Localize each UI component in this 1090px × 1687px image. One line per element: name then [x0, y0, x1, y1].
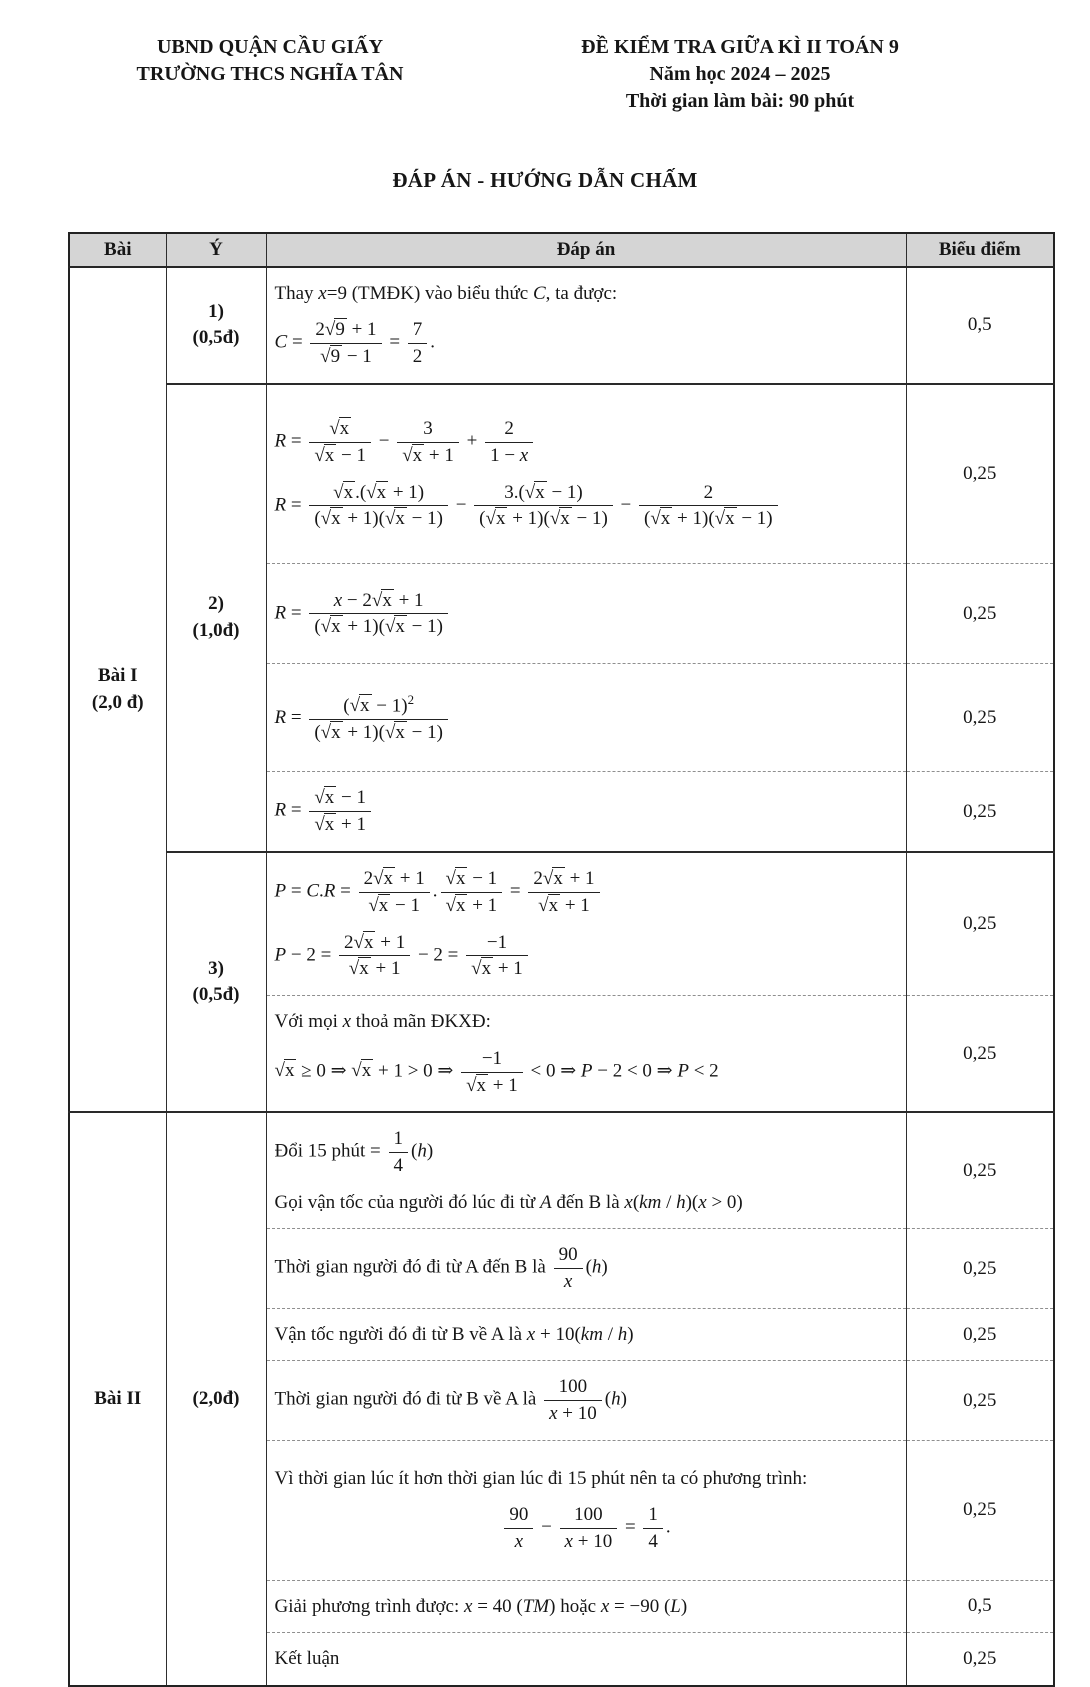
answer-cell	[266, 384, 906, 564]
fraction: $\frac{3.(√x - 1)}{(√x + 1)(√x - 1)}$	[474, 480, 613, 533]
math-line: R = $\frac{√x}{√x - 1}$ − $\frac{3}{√x + 1}$ + $\frac{2}{1 - x}$	[275, 414, 898, 471]
fraction: $\frac{2√x + 1}{√x + 1}$	[339, 930, 410, 983]
fraction: $\frac{2√x + 1}{√x + 1}$	[528, 866, 599, 919]
answer-cell	[266, 1580, 906, 1632]
fraction: $\frac{-1}{√x + 1}$	[466, 930, 528, 983]
math-line: Giải phương trình được: x = 40 (TM) hoặc x = −90 (L)	[274, 1595, 688, 1617]
bai2-cell	[69, 1112, 166, 1685]
math-line: P = C.R = $\frac{2√x + 1}{√x - 1}$ . $\frac{√x - 1}{√x + 1}$ = $\frac{2√x + 1}{√x + 1}$	[275, 864, 898, 921]
square-root: √x	[524, 481, 545, 503]
bai2-name: Bài II	[94, 1387, 142, 1409]
score-cell: 0,25	[906, 1229, 1054, 1309]
fraction: $\frac{1}{4}$	[643, 1502, 663, 1555]
square-root: √x	[274, 1060, 295, 1082]
score-cell: 0,25	[906, 1633, 1054, 1686]
fraction: $\frac{2√9 + 1}{√9 - 1}$	[310, 317, 381, 370]
answer-cell	[266, 996, 906, 1112]
exam-duration-line: Thời gian làm bài: 90 phút	[625, 90, 855, 112]
answer-cell	[266, 564, 906, 664]
square-root: √x	[445, 894, 466, 916]
square-root: √x	[466, 1074, 487, 1096]
math-line: Thay x=9 (TMĐK) vào biểu thức C, ta được:	[274, 283, 618, 304]
answer-cell	[266, 852, 906, 996]
answer-table	[68, 232, 1055, 1687]
score-cell: 0,25	[906, 664, 1054, 772]
square-root: √x	[650, 508, 671, 530]
square-root: √x	[348, 958, 369, 980]
answer-cell	[266, 1361, 906, 1441]
math-line: Thời gian người đó đi từ B về A là $\frac{100}{x + 10}$ (h)	[275, 1372, 898, 1429]
math-line: R = $\frac{x - 2√x + 1}{(√x + 1)(√x - 1)}$	[275, 586, 898, 643]
bai1-name: Bài I	[97, 665, 138, 687]
answer-cell	[266, 772, 906, 852]
score-cell: 0,25	[906, 772, 1054, 852]
math-line: C = $\frac{2√9 + 1}{√9 - 1}$ = $\frac{7}{2}$ .	[275, 315, 898, 372]
math-line: Đổi 15 phút = $\frac{1}{4}$ (h)	[275, 1124, 898, 1181]
y1-cell	[166, 267, 266, 384]
square-root: √x	[471, 958, 492, 980]
square-root: √x	[371, 589, 392, 611]
math-line: √x ≥ 0 ⇒ √x + 1 > 0 ⇒ $\frac{-1}{√x + 1}$ < 0 ⇒ P − 2 < 0 ⇒ P < 2	[275, 1044, 898, 1101]
school-header-block	[70, 34, 470, 88]
math-line: $\frac{90}{x}$ − $\frac{100}{x + 10}$ = $\frac{1}{4}$ .	[275, 1500, 898, 1557]
y2-num: 2)	[208, 593, 224, 615]
y2-points: (1,0đ)	[192, 619, 240, 641]
answer-cell	[266, 1440, 906, 1580]
square-root: √x	[384, 508, 405, 530]
score-cell: 0,25	[906, 1112, 1054, 1228]
square-root: √x	[314, 787, 335, 809]
square-root: √x	[549, 508, 570, 530]
square-root: √x	[351, 1060, 372, 1082]
square-root: √x	[538, 894, 559, 916]
score-cell: 0,25	[906, 1361, 1054, 1441]
y-bai2-cell	[166, 1112, 266, 1685]
fraction: $\frac{3}{√x + 1}$	[397, 416, 459, 469]
answer-cell	[266, 267, 906, 384]
square-root: √x	[314, 444, 335, 466]
score-cell: 0,5	[906, 1580, 1054, 1632]
col-header-diem: Biểu điểm	[906, 233, 1054, 267]
square-root: √x	[349, 694, 370, 716]
y1-points: (0,5đ)	[192, 327, 240, 349]
square-root: √x	[333, 481, 354, 503]
fraction: $\frac{x - 2√x + 1}{(√x + 1)(√x - 1)}$	[309, 588, 448, 641]
answer-cell	[266, 664, 906, 772]
y3-cell	[166, 852, 266, 1112]
score-cell: 0,25	[906, 1440, 1054, 1580]
math-line: R = $\frac{(√x - 1)^2}{(√x + 1)(√x - 1)}$	[275, 689, 898, 748]
score-cell: 0,25	[906, 1308, 1054, 1360]
square-root: √x	[542, 868, 563, 890]
y1-num: 1)	[208, 300, 224, 322]
table-row	[69, 384, 1054, 564]
exam-year-line: Năm học 2024 – 2025	[649, 63, 831, 85]
math-line: Kết luận	[274, 1648, 340, 1670]
answer-cell	[266, 1308, 906, 1360]
square-root: √x	[353, 931, 374, 953]
exam-title-line: ĐỀ KIỂM TRA GIỮA KÌ II TOÁN 9	[581, 36, 899, 58]
math-line: Vì thời gian lúc ít hơn thời gian lúc đi 15 phút nên ta có phương trình:	[274, 1467, 808, 1489]
table-row	[69, 852, 1054, 996]
fraction: $\frac{1}{4}$	[389, 1126, 409, 1179]
table-row	[69, 267, 1054, 384]
score-cell: 0,25	[906, 564, 1054, 664]
score-cell: 0,5	[906, 267, 1054, 384]
fraction: $\frac{√x - 1}{√x + 1}$	[441, 866, 503, 919]
col-header-dapan: Đáp án	[266, 233, 906, 267]
fraction: $\frac{2}{(√x + 1)(√x - 1)}$	[639, 480, 778, 533]
square-root: √x	[368, 894, 389, 916]
math-line: R = $\frac{√x - 1}{√x + 1}$	[275, 783, 898, 840]
fraction: $\frac{100}{x + 10}$	[560, 1502, 618, 1555]
org-name-line2: TRƯỜNG THCS NGHĨA TÂN	[136, 63, 404, 85]
bai1-cell	[69, 267, 166, 1112]
square-root: √x	[320, 616, 341, 638]
square-root: √x	[714, 508, 735, 530]
fraction: $\frac{100}{x + 10}$	[544, 1374, 602, 1427]
col-header-bai: Bài	[69, 233, 166, 267]
math-line: Vận tốc người đó đi từ B về A là x + 10(km / h)	[274, 1323, 634, 1345]
fraction: $\frac{√x - 1}{√x + 1}$	[309, 785, 371, 838]
math-line: Thời gian người đó đi từ A đến B là $\frac{90}{x}$ (h)	[275, 1240, 898, 1297]
square-root: √x	[366, 481, 387, 503]
square-root: √x	[384, 616, 405, 638]
fraction: $\frac{√x}{√x - 1}$	[309, 416, 371, 469]
org-name-line1: UBND QUẬN CẦU GIẤY	[156, 36, 384, 58]
score-cell: 0,25	[906, 384, 1054, 564]
fraction: $\frac{-1}{√x + 1}$	[461, 1046, 523, 1099]
fraction: $\frac{√x .(√x + 1)}{(√x + 1)(√x - 1)}$	[309, 480, 448, 533]
table-header-row	[69, 233, 1054, 267]
square-root: √x	[384, 721, 405, 743]
square-root: √x	[320, 721, 341, 743]
math-line: Gọi vận tốc của người đó lúc đi từ A đến B là x(km / h)(x > 0)	[274, 1191, 743, 1213]
square-root: √x	[402, 444, 423, 466]
y2-cell	[166, 384, 266, 852]
y3-points: (0,5đ)	[192, 984, 240, 1006]
math-line: R = $\frac{√x .(√x + 1)}{(√x + 1)(√x - 1)}$ − $\frac{3.(√x - 1)}{(√x + 1)(√x - 1)}$ − $\frac{2}{(√x + 1)(√x - 1)}$	[275, 478, 898, 535]
square-root: √x	[485, 508, 506, 530]
square-root: √x	[373, 868, 394, 890]
square-root: √x	[320, 508, 341, 530]
math-line: Với mọi x thoả mãn ĐKXĐ:	[274, 1011, 491, 1033]
answer-cell	[266, 1633, 906, 1686]
bai2-points: (2,0đ)	[192, 1387, 240, 1409]
col-header-y: Ý	[166, 233, 266, 267]
square-root: √x	[329, 418, 350, 440]
square-root: √9	[324, 319, 345, 341]
score-cell: 0,25	[906, 852, 1054, 996]
fraction: $\frac{2√x + 1}{√x - 1}$	[359, 866, 430, 919]
fraction: $\frac{(√x - 1)^2}{(√x + 1)(√x - 1)}$	[309, 691, 448, 746]
y3-num: 3)	[208, 957, 224, 979]
fraction: $\frac{2}{1 - x}$	[485, 416, 533, 469]
table-row	[69, 1112, 1054, 1228]
score-cell: 0,25	[906, 996, 1054, 1112]
fraction: $\frac{90}{x}$	[554, 1242, 583, 1295]
bai1-points: (2,0 đ)	[91, 691, 144, 713]
square-root: √x	[445, 868, 466, 890]
exam-header-block	[525, 34, 955, 115]
square-root: √9	[320, 346, 341, 368]
fraction: $\frac{7}{2}$	[408, 317, 428, 370]
doc-title: ĐÁP ÁN - HƯỚNG DẪN CHẤM	[392, 168, 698, 192]
fraction: $\frac{90}{x}$	[504, 1502, 533, 1555]
math-line: P − 2 = $\frac{2√x + 1}{√x + 1}$ − 2 = $\frac{-1}{√x + 1}$	[275, 928, 898, 985]
square-root: √x	[314, 814, 335, 836]
answer-cell	[266, 1112, 906, 1228]
answer-cell	[266, 1229, 906, 1309]
